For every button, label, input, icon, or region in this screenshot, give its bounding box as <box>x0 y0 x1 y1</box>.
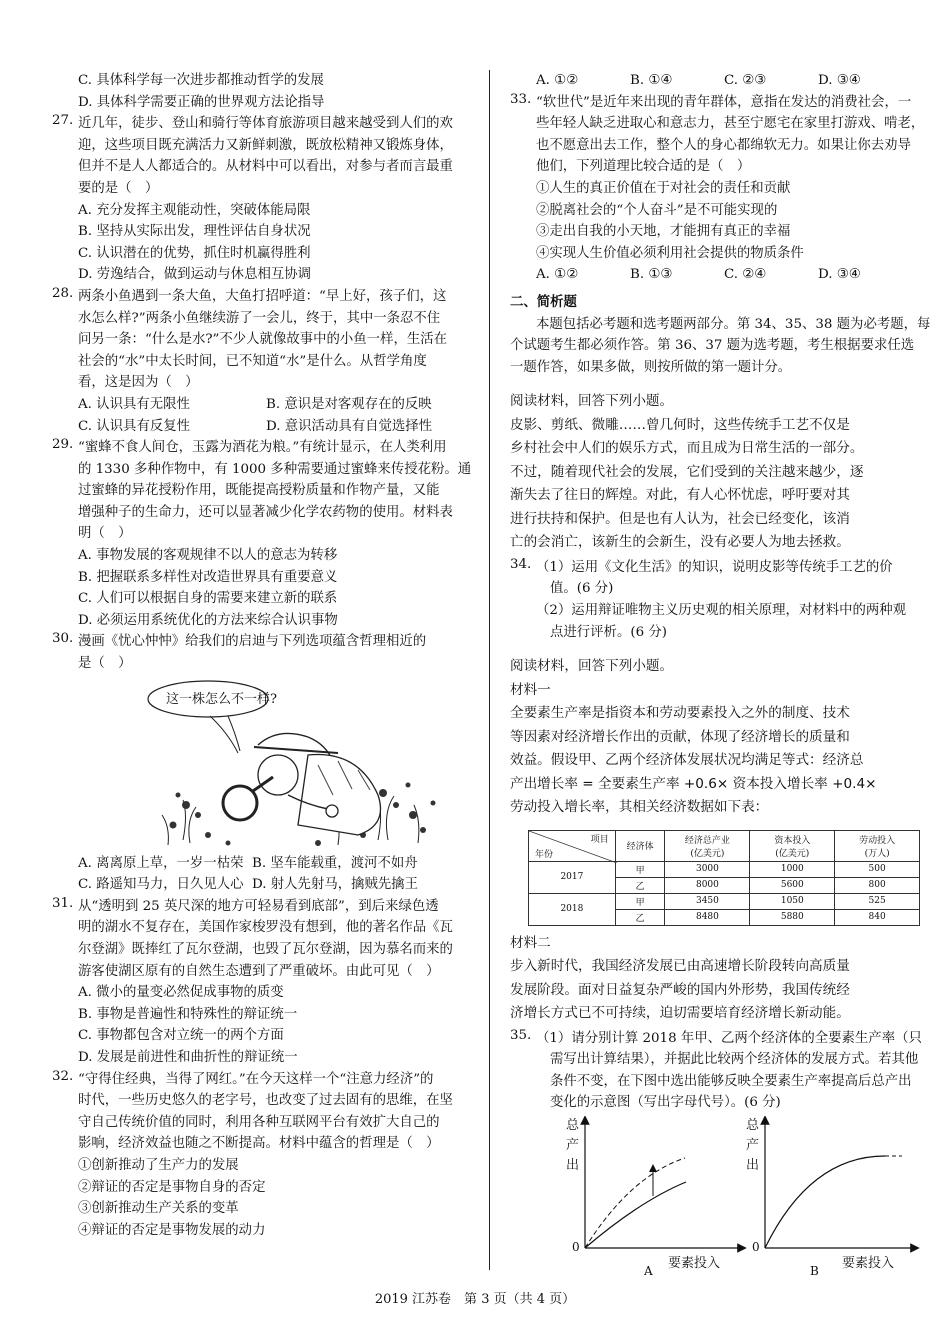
stem-line: 明（ ） <box>78 526 132 542</box>
table-cell: 乙 <box>615 909 665 925</box>
table-cell: 1000 <box>750 861 835 877</box>
sub-question-line: （2）运用辩证唯物主义历史观的相关原理，对材料中的两种观 <box>536 603 907 618</box>
q26-tail <box>52 70 472 113</box>
stem-line: 影响，经济效益也随之不断提高。材料中蕴含的哲理是（ ） <box>78 1136 440 1152</box>
graph-b-y-label <box>746 1116 759 1176</box>
table-row <box>529 893 920 909</box>
stem-line: 漫画《忧心忡忡》给我们的启迪与下列选项蕴含哲理相近的 <box>78 634 427 650</box>
statement-item: ③创新推动生产关系的变革 <box>78 1201 239 1217</box>
option: A. ①② <box>536 267 579 283</box>
stem-line: 守自己传统价值的同时，利用各种互联网平台有效扩大自己的 <box>78 1114 440 1130</box>
graph-a-y-label <box>566 1116 579 1176</box>
sub-question-line: （1）请分别计算 2018 年甲、乙两个经济体的全要素生产率（只 <box>536 1030 922 1046</box>
table-header: 经济总产业 (亿美元) <box>665 830 750 861</box>
y-label-char: 出 <box>566 1158 580 1174</box>
column-divider <box>489 70 490 1270</box>
graph-b-x-label: 要素投入 <box>842 1256 895 1272</box>
q32-options <box>510 70 935 92</box>
statement-item: ①创新推动了生产力的发展 <box>78 1157 239 1173</box>
intro-line: 本题包括必考题和选考题两部分。第 34、35、38 题为必考题，每 <box>536 316 931 332</box>
year-cell: 2018 <box>529 893 616 925</box>
y-label-char: 总 <box>566 1118 580 1134</box>
stem-line: 迎，这些项目既充满活力又新鲜刺激，既放松精神又锻炼身体， <box>78 137 453 153</box>
page-footer: 2019 江苏卷 第 3 页（共 4 页） <box>374 1292 576 1307</box>
graph-a-solid-curve <box>585 1182 686 1248</box>
statement-item: ②脱离社会的“个人奋斗”是不可能实现的 <box>536 202 778 218</box>
y-label-char: 产 <box>746 1138 760 1154</box>
passage-line: 产出增长率 = 全要素生产率 +0.6× 资本投入增长率 +0.4× <box>510 775 877 792</box>
question-number: 33. <box>510 91 532 107</box>
table-corner-cell <box>529 830 616 861</box>
question-number: 28. <box>52 285 74 301</box>
passage-line: 不过，随着现代社会的发展，它们受到的关注越来越少，逐 <box>510 463 864 480</box>
question-number: 31. <box>52 895 74 911</box>
speech-bubble-text: 这一株怎么不一样? <box>166 691 277 707</box>
passage-line: 皮影、剪纸、微雕……曾几何时，这些传统手工艺不仅是 <box>510 416 850 433</box>
question-32 <box>52 1069 472 1242</box>
material-title: 材料一 <box>510 681 551 698</box>
passage-line: 亡的会消亡，该新生的会新生，没有必要人为地去拯救。 <box>510 534 850 551</box>
table-cell: 甲 <box>615 893 665 909</box>
stem-line: 水怎么样?”两条小鱼继续游了一会儿，终于，其中一条忍不住 <box>78 310 441 326</box>
table-cell: 5880 <box>750 909 835 925</box>
option: C. 路遥知马力，日久见人心 <box>78 877 244 893</box>
graph-a-caption: A <box>644 1264 653 1279</box>
y-label-char: 出 <box>746 1158 760 1174</box>
option: A. 认识具有无限性 <box>78 396 190 412</box>
option: B. 意识是对客观存在的反映 <box>266 396 432 412</box>
option: D. 劳逸结合，做到运动与休息相互协调 <box>78 267 312 283</box>
table-header-row <box>529 830 920 861</box>
option: D. 具体科学需要正确的世界观方法论指导 <box>78 94 325 110</box>
option: B. ①③ <box>630 267 673 283</box>
table-cell: 3450 <box>665 893 750 909</box>
graph-b-caption: B <box>810 1264 819 1279</box>
graph-b-solid-curve <box>765 1156 885 1248</box>
option: D. 发展是前进性和曲折性的辩证统一 <box>78 1049 298 1065</box>
option: A. ①② <box>536 73 579 88</box>
table-cell: 5600 <box>750 877 835 893</box>
stem-line: “软世代”是近年来出现的青年群体，意指在发达的消费社会，一 <box>536 94 912 110</box>
option: C. 认识具有反复性 <box>78 418 191 434</box>
stem-line: 是（ ） <box>78 656 132 672</box>
statement-item: ②辩证的否定是事物自身的否定 <box>78 1179 266 1195</box>
table-cell: 525 <box>835 893 920 909</box>
option: B. 坚持从实际出发，理性评估自身状况 <box>78 224 311 240</box>
graph-a-x-label: 要素投入 <box>668 1256 721 1272</box>
passage-line: 济增长方式已不可持续，迫切需要培育经济增长新动能。 <box>510 1005 850 1022</box>
table-header: 经济体 <box>615 830 665 861</box>
table-cell: 500 <box>835 861 920 877</box>
option: C. ②④ <box>724 267 767 283</box>
corner-item-label: 项目 <box>590 834 609 845</box>
option: B. ①④ <box>630 73 673 88</box>
question-31 <box>52 896 472 1069</box>
stem-line: 也不愿意出去工作，整个人的身心都绵软无力。如果让你去劝导 <box>536 137 911 153</box>
option: C. 认识潜在的优势，抓住时机赢得胜利 <box>78 245 311 261</box>
option: D. 射人先射马，擒贼先擒王 <box>252 877 419 893</box>
passage-line: 进行扶持和保护。但是也有人认为，社会已经变化，该消 <box>510 510 850 527</box>
question-30 <box>52 631 472 895</box>
question-27 <box>52 113 472 286</box>
passage-line: 等因素对经济增长作出的贡献，体现了经济增长的质量和 <box>510 728 850 745</box>
table-cell: 8480 <box>665 909 750 925</box>
table-row <box>529 861 920 877</box>
option: A. 充分发挥主观能动性，突破体能局限 <box>78 202 311 218</box>
graph-a-dashed-curve <box>585 1158 685 1248</box>
table-cell: 840 <box>835 909 920 925</box>
question-number: 34. <box>510 556 532 572</box>
cartoon-figure <box>78 675 472 853</box>
table-cell: 乙 <box>615 877 665 893</box>
question-number: 27. <box>52 113 74 129</box>
option: C. 人们可以根据自身的需要来建立新的联系 <box>78 591 338 607</box>
economic-data-table <box>528 830 920 926</box>
option: C. 事物都包含对立统一的两个方面 <box>78 1028 284 1044</box>
stem-line: 但并不是人人都适合的。从材料中可以看出，对参与者而言最重 <box>78 159 453 175</box>
material-title: 材料二 <box>510 934 551 951</box>
intro-line: 个试题考生都必须作答。第 36、37 题为选考题，考生根据要求任选 <box>510 338 915 354</box>
passage-line: 步入新时代，我国经济发展已由高速增长阶段转向高质量 <box>510 958 850 975</box>
graph-b-origin: 0 <box>752 1240 760 1255</box>
intro-line: 一题作答，如果多做，则按所做的第一题计分。 <box>510 359 792 375</box>
option: B. 事物是普遍性和特殊性的辩证统一 <box>78 1006 298 1022</box>
table-header: 资本投入 (亿美元) <box>750 830 835 861</box>
statement-item: ①人生的真正价值在于对社会的责任和贡献 <box>536 180 791 196</box>
table-cell: 3000 <box>665 861 750 877</box>
option: C. ②③ <box>724 73 767 88</box>
option: B. 把握联系多样性对改造世界具有重要意义 <box>78 569 338 585</box>
passage-34 <box>510 390 935 555</box>
y-label-char: 总 <box>746 1118 760 1134</box>
passage-line: 全要素生产率是指资本和劳动要素投入之外的制度、技术 <box>510 705 850 722</box>
option: A. 微小的量变必然促成事物的质变 <box>78 985 284 1001</box>
stem-line: 要的是（ ） <box>78 180 159 196</box>
passage-line: 渐失去了往日的辉煌。对此，有人心怀忧虑，呼吁要对其 <box>510 487 850 504</box>
question-number: 29. <box>52 437 74 453</box>
graphs-figure <box>510 1116 935 1278</box>
section-intro <box>510 314 935 379</box>
y-label-char: 产 <box>566 1138 580 1154</box>
option: D. ③④ <box>818 73 861 88</box>
question-35 <box>510 1028 935 1114</box>
table-cell: 8000 <box>665 877 750 893</box>
question-number: 35. <box>510 1027 532 1043</box>
stem-line: 近几年，徒步、登山和骑行等体育旅游项目越来越受到人们的欢 <box>78 116 453 132</box>
passage-line: 劳动投入增长率，其相关经济数据如下表： <box>510 799 769 816</box>
table-cell: 800 <box>835 877 920 893</box>
stem-line: 问另一条：“什么是水?”不少人就像故事中的小鱼一样，生活在 <box>78 332 448 348</box>
question-28 <box>52 286 472 437</box>
passage-lead: 阅读材料，回答下列小题。 <box>510 393 674 410</box>
option: A. 离离原上草，一岁一枯荣 <box>78 855 244 871</box>
question-number: 32. <box>52 1068 74 1084</box>
year-cell: 2017 <box>529 861 616 893</box>
stem-line: 尔登湖》既捧红了瓦尔登湖，也毁了瓦尔登湖，因为慕名而来的 <box>78 942 453 957</box>
stem-line: 的 1330 多种作物中，有 1000 多种需要通过蜜蜂来传授花粉。通 <box>78 461 472 477</box>
option: D. 必须运用系统优化的方法来综合认识事物 <box>78 612 338 628</box>
sub-question-line: 变化的示意图（写出字母代号）。(6 分) <box>550 1095 781 1111</box>
corner-year-label: 年份 <box>535 849 554 860</box>
sub-question-line: 值。(6 分) <box>550 581 614 597</box>
stem-line: 过蜜蜂的异花授粉作用，既能提高授粉质量和作物产量，又能 <box>78 483 440 499</box>
statement-item: ④实现人生价值必须利用社会提供的物质条件 <box>536 245 804 261</box>
question-number: 30. <box>52 631 74 647</box>
left-column <box>52 70 472 1241</box>
table-header: 劳动投入 (万人) <box>835 830 920 861</box>
stem-line: “守得住经典，当得了网红。”在今天这样一个“注意力经济”的 <box>78 1071 434 1087</box>
graph-a-origin: 0 <box>572 1240 580 1255</box>
stem-line: 看，这是因为（ ） <box>78 375 199 391</box>
stem-line: 社会的“水”中太长时间，已不知道“水”是什么。从哲学角度 <box>78 353 427 369</box>
sub-question-line: 点进行评析。(6 分) <box>550 624 667 640</box>
stem-line: 明的湖水不复存在，美国作家梭罗没有想到，他的著名作品《瓦 <box>78 920 453 936</box>
sub-question-line: 需写出计算结果），并据此比较两个经济体的发展方式。若其他 <box>550 1052 919 1068</box>
passage-line: 效益。假设甲、乙两个经济体发展状况均满足等式：经济总 <box>510 752 864 769</box>
statement-item: ③走出自我的小天地，才能拥有真正的幸福 <box>536 224 791 240</box>
passage-35 <box>510 655 935 820</box>
table-cell: 1050 <box>750 893 835 909</box>
stem-line: 从“透明到 25 英尺深的地方可轻易看到底部”，到后来绿色透 <box>78 898 439 914</box>
option: D. 意识活动具有自觉选择性 <box>266 418 433 434</box>
option: C. 具体科学每一次进步都推动哲学的发展 <box>78 73 324 88</box>
stem-line: 增强种子的生命力，还可以显著减少化学农药物的使用。材料表 <box>78 504 453 520</box>
passage-lead: 阅读材料，回答下列小题。 <box>510 658 674 675</box>
stem-line: 两条小鱼遇到一条大鱼，大鱼打招呼道：“早上好，孩子们，这 <box>78 288 447 304</box>
stem-line: “蜜蜂不食人间仓，玉露为酒花为粮。”有统计显示，在人类利用 <box>78 440 447 456</box>
material-2 <box>510 932 935 1026</box>
statement-item: ④辩证的否定是事物发展的动力 <box>78 1222 266 1238</box>
question-33 <box>510 92 935 286</box>
table-cell: 甲 <box>615 861 665 877</box>
option: D. ③④ <box>818 267 861 283</box>
question-29 <box>52 437 472 631</box>
stem-line: 游客使湖区原有的自然生态遭到了严重破坏。由此可见（ ） <box>78 963 440 979</box>
passage-line: 发展阶段。面对日益复杂严峻的国内外形势，我国传统经 <box>510 981 850 998</box>
option: A. 事物发展的客观规律不以人的意志为转移 <box>78 548 338 564</box>
section-title: 二、简析题 <box>510 294 577 310</box>
sub-question-line: （1）运用《文化生活》的知识，说明皮影等传统手工艺的价 <box>536 559 893 575</box>
right-column <box>510 70 935 1278</box>
option: B. 坚车能载重，渡河不如舟 <box>252 855 418 871</box>
stem-line: 时代，一些历史悠久的老字号，也改变了过去固有的思维，在坚 <box>78 1093 453 1109</box>
passage-line: 乡村社会中人们的娱乐方式，而且成为日常生活的一部分。 <box>510 440 864 457</box>
question-34 <box>510 557 935 643</box>
stem-line: 他们，下列道理比较合适的是（ ） <box>536 159 751 175</box>
stem-line: 些年轻人缺乏进取心和意志力，甚至宁愿宅在家里打游戏、啃老， <box>536 116 925 132</box>
sub-question-line: 条件不变，在下图中选出能够反映全要素生产率提高后总产出 <box>550 1073 912 1089</box>
